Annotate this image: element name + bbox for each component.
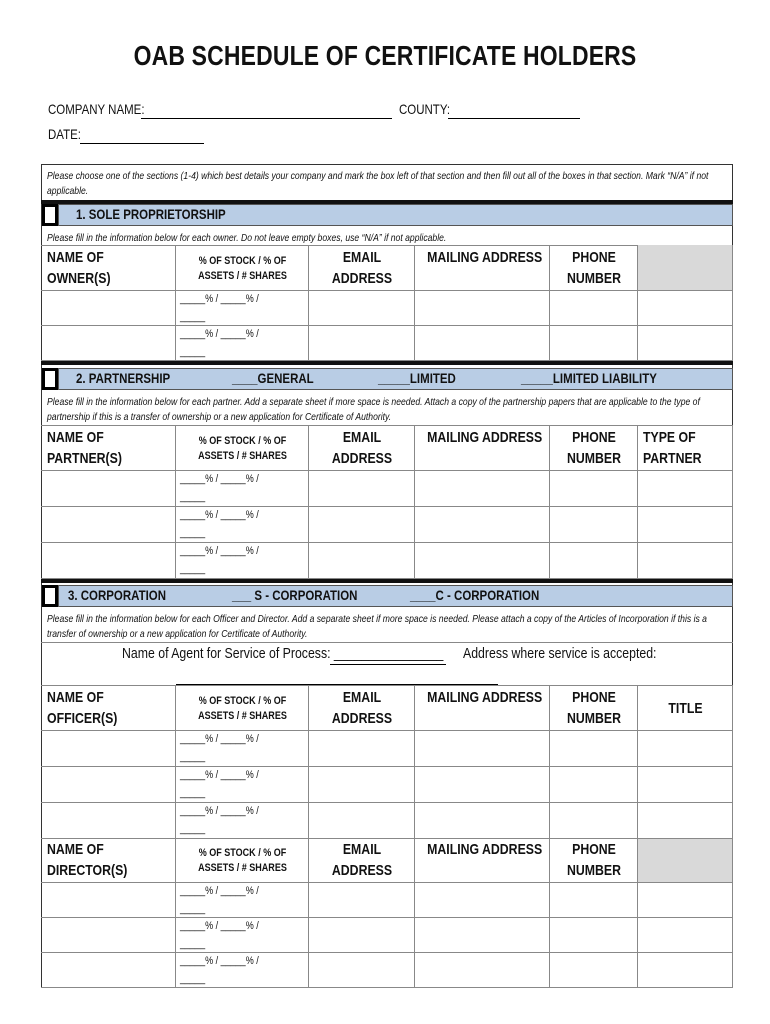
header-cell-empty [638, 839, 733, 883]
col-phone-2: NUMBER [567, 270, 621, 287]
phone-cell[interactable] [550, 953, 638, 988]
phone-cell[interactable] [550, 291, 638, 326]
mailing-cell[interactable] [415, 291, 550, 326]
pct-tail: _____ [180, 973, 206, 985]
option-c-corporation[interactable]: ____C - CORPORATION [410, 587, 540, 603]
col-officer-2: OFFICER(S) [47, 710, 118, 727]
pct-tail: _____ [180, 751, 206, 763]
pct-line: _____% / _____% / [180, 955, 259, 967]
header-cell-empty [638, 245, 733, 291]
section-divider [41, 579, 733, 583]
owner-name-cell[interactable] [41, 291, 176, 326]
divider [41, 642, 733, 643]
title-cell[interactable] [638, 731, 733, 767]
option-limited[interactable]: _____LIMITED [378, 370, 456, 386]
pct-line: _____% / _____% / [180, 769, 259, 781]
pct-tail: _____ [180, 787, 206, 799]
email-cell[interactable] [309, 291, 415, 326]
col-name-owner-1: NAME OF [47, 249, 104, 266]
director-name-cell[interactable] [41, 883, 176, 918]
section-3-checkbox[interactable] [42, 585, 58, 607]
pct-tail: _____ [180, 527, 206, 539]
mailing-cell[interactable] [415, 507, 550, 543]
phone-cell[interactable] [550, 543, 638, 579]
phone-cell[interactable] [550, 326, 638, 361]
agent-label: Name of Agent for Service of Process: ________________ [122, 645, 444, 662]
general-instructions: Please choose one of the sections (1-4) which best details your company and mark the box left of that section and then fill out all of the boxes in that section. Mark “N/A” if not applicable. [47, 170, 709, 197]
mailing-cell[interactable] [415, 767, 550, 803]
col-name-partner-2: PARTNER(S) [47, 450, 122, 467]
col-email-1: EMAIL [342, 689, 382, 706]
email-cell[interactable] [309, 326, 415, 361]
col-phone-1: PHONE [572, 841, 616, 858]
pct-tail: _____ [180, 563, 206, 575]
col-name-partner-1: NAME OF [47, 429, 104, 446]
officer-name-cell[interactable] [41, 803, 176, 839]
col-email-2: ADDRESS [331, 862, 393, 879]
col-phone-1: PHONE [572, 429, 616, 446]
form-title: OAB SCHEDULE OF CERTIFICATE HOLDERS [133, 40, 637, 71]
pct-line: _____% / _____% / [180, 733, 259, 745]
section-1-title: 1. SOLE PROPRIETORSHIP [76, 206, 226, 222]
date-field[interactable] [80, 143, 204, 144]
col-type-2: PARTNER [643, 450, 702, 467]
col-stock-2: ASSETS / # SHARES [198, 270, 287, 282]
phone-cell[interactable] [550, 918, 638, 953]
email-cell[interactable] [309, 507, 415, 543]
section-2-title: 2. PARTNERSHIP [76, 370, 171, 386]
col-phone-2: NUMBER [567, 450, 621, 467]
col-phone-1: PHONE [572, 689, 616, 706]
section-1-checkbox[interactable] [42, 204, 58, 226]
col-email-1: EMAIL [342, 249, 382, 266]
pct-line: _____% / _____% / [180, 805, 259, 817]
mailing-cell[interactable] [415, 883, 550, 918]
col-email-1: EMAIL [342, 841, 382, 858]
col-phone-2: NUMBER [567, 710, 621, 727]
mailing-cell[interactable] [415, 803, 550, 839]
col-stock-1: % OF STOCK / % OF [198, 695, 287, 707]
col-phone-1: PHONE [572, 249, 616, 266]
option-s-corporation[interactable]: ___ S - CORPORATION [232, 587, 358, 603]
col-stock-2: ASSETS / # SHARES [198, 450, 287, 462]
col-email-2: ADDRESS [331, 270, 393, 287]
col-director-1: NAME OF [47, 841, 104, 858]
pct-line: _____% / _____% / [180, 920, 259, 932]
col-email-2: ADDRESS [331, 450, 393, 467]
pct-tail: _____ [180, 823, 206, 835]
extra-cell[interactable] [638, 953, 733, 988]
pct-tail: _____ [180, 491, 206, 503]
phone-cell[interactable] [550, 731, 638, 767]
type-cell[interactable] [638, 543, 733, 579]
option-limited-liability[interactable]: _____LIMITED LIABILITY [521, 370, 657, 386]
email-cell[interactable] [309, 767, 415, 803]
col-mailing: MAILING ADDRESS [427, 841, 543, 858]
email-cell[interactable] [309, 883, 415, 918]
col-stock-2: ASSETS / # SHARES [198, 862, 287, 874]
director-name-cell[interactable] [41, 918, 176, 953]
pct-tail: _____ [180, 938, 206, 950]
section-divider [41, 361, 733, 365]
section-2-checkbox[interactable] [42, 368, 58, 390]
officer-name-cell[interactable] [41, 731, 176, 767]
county-label: COUNTY: [399, 101, 451, 117]
extra-cell[interactable] [638, 883, 733, 918]
email-cell[interactable] [309, 803, 415, 839]
pct-line: _____% / _____% / [180, 885, 259, 897]
pct-tail: _____ [180, 903, 206, 915]
option-general[interactable]: ____GENERAL [232, 370, 314, 386]
mailing-cell[interactable] [415, 543, 550, 579]
col-stock-1: % OF STOCK / % OF [198, 435, 287, 447]
col-email-2: ADDRESS [331, 710, 393, 727]
officer-name-cell[interactable] [41, 767, 176, 803]
email-cell[interactable] [309, 543, 415, 579]
partner-name-cell[interactable] [41, 471, 176, 507]
owner-name-cell[interactable] [41, 326, 176, 361]
service-address-label: Address where service is accepted: [463, 645, 657, 662]
phone-cell[interactable] [550, 507, 638, 543]
mailing-cell[interactable] [415, 953, 550, 988]
col-email-1: EMAIL [342, 429, 382, 446]
title-cell[interactable] [638, 803, 733, 839]
col-stock-1: % OF STOCK / % OF [198, 847, 287, 859]
email-cell[interactable] [309, 471, 415, 507]
pct-line: _____% / _____% / [180, 509, 259, 521]
col-phone-2: NUMBER [567, 862, 621, 879]
col-title: TITLE [668, 700, 703, 717]
extra-cell[interactable] [638, 326, 733, 361]
pct-tail: _____ [180, 346, 206, 358]
col-director-2: DIRECTOR(S) [47, 862, 128, 879]
agent-name-field[interactable] [330, 664, 446, 665]
phone-cell[interactable] [550, 883, 638, 918]
phone-cell[interactable] [550, 767, 638, 803]
pct-tail: _____ [180, 311, 206, 323]
pct-line: _____% / _____% / [180, 545, 259, 557]
pct-line: _____% / _____% / [180, 473, 259, 485]
company-name-label: COMPANY NAME: [48, 101, 145, 117]
mailing-cell[interactable] [415, 471, 550, 507]
col-type-1: TYPE OF [643, 429, 696, 446]
col-stock-1: % OF STOCK / % OF [198, 255, 287, 267]
type-cell[interactable] [638, 471, 733, 507]
col-mailing: MAILING ADDRESS [427, 249, 543, 266]
col-officer-1: NAME OF [47, 689, 104, 706]
email-cell[interactable] [309, 731, 415, 767]
partner-name-cell[interactable] [41, 543, 176, 579]
pct-line: _____% / _____% / [180, 328, 259, 340]
col-name-owner-2: OWNER(S) [47, 270, 111, 287]
section-3-title: 3. CORPORATION [68, 587, 167, 603]
phone-cell[interactable] [550, 803, 638, 839]
director-name-cell[interactable] [41, 953, 176, 988]
pct-line: _____% / _____% / [180, 293, 259, 305]
type-cell[interactable] [638, 507, 733, 543]
mailing-cell[interactable] [415, 918, 550, 953]
partner-name-cell[interactable] [41, 507, 176, 543]
mailing-cell[interactable] [415, 326, 550, 361]
title-cell[interactable] [638, 767, 733, 803]
extra-cell[interactable] [638, 291, 733, 326]
company-name-field[interactable] [141, 118, 392, 119]
col-mailing: MAILING ADDRESS [427, 689, 543, 706]
col-stock-2: ASSETS / # SHARES [198, 710, 287, 722]
section-3-note: Please fill in the information below for each Officer and Director. Add a separate sheet if more space is needed. Please attach a copy of the Articles of Incorporation if this is a transfer of ownership or a new application for Certificate of Authority. [47, 613, 707, 640]
col-mailing: MAILING ADDRESS [427, 429, 543, 446]
county-field[interactable] [448, 118, 580, 119]
email-cell[interactable] [309, 918, 415, 953]
section-2-note: Please fill in the information below for each partner. Add a separate sheet if more space is needed. Attach a copy of the partnership papers that are applicable to the type of partnership if this is a transfer of ownership or a new application for Certificate of Authority. [47, 396, 700, 423]
phone-cell[interactable] [550, 471, 638, 507]
section-1-note: Please fill in the information below for each owner. Do not leave empty boxes, use “N/A” if not applicable. [47, 232, 447, 244]
email-cell[interactable] [309, 953, 415, 988]
extra-cell[interactable] [638, 918, 733, 953]
mailing-cell[interactable] [415, 731, 550, 767]
date-label: DATE: [48, 126, 81, 142]
